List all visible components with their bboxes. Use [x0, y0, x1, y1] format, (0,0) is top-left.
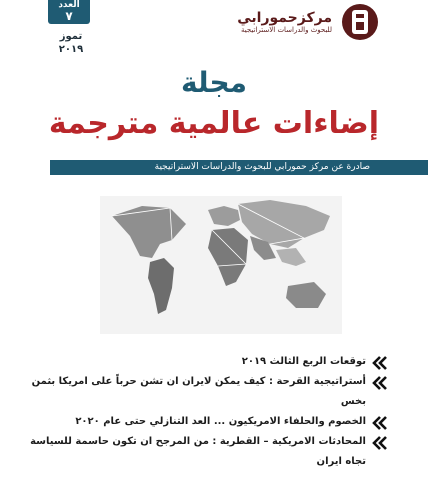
- issue-month: تموز: [59, 31, 83, 42]
- toc-item-text: المحادثات الامريكية – القطرية : من المرجح ان تكون حاسمة للسياسة تجاه ايران: [30, 436, 366, 467]
- center-logo: [200, 0, 380, 44]
- issue-date: [54, 30, 88, 56]
- toc-item-text: توقعات الربع الثالث ٢٠١٩: [241, 356, 366, 367]
- issue-badge: [48, 0, 90, 24]
- toc-item-text: أستراتيجية القرحة : كيف يمكن لايران ان تشن حرباً على امريكا بثمن بخس: [31, 376, 366, 407]
- toc-item: [30, 412, 388, 432]
- toc-item: [30, 432, 388, 472]
- double-chevron-icon: [370, 356, 388, 370]
- logo-name: مركزحمورابي: [237, 10, 332, 26]
- logo-subtitle: للبحوث والدراسات الاستراتيجية: [241, 26, 332, 34]
- issue-year: ٢٠١٩: [58, 44, 84, 55]
- contents-list: [30, 352, 388, 472]
- world-map-icon: [100, 196, 342, 334]
- toc-item-text: الخصوم والحلفاء الامريكيون ... العد التنازلي حتى عام ٢٠٢٠: [75, 416, 366, 427]
- double-chevron-icon: [370, 376, 388, 390]
- toc-item: [30, 372, 388, 412]
- double-chevron-icon: [370, 436, 388, 450]
- magazine-label: مجلة: [181, 66, 247, 99]
- magazine-title: إضاءات عالمية مترجمة: [48, 106, 380, 141]
- toc-item: [30, 352, 388, 372]
- double-chevron-icon: [370, 416, 388, 430]
- issue-label: العدد: [58, 0, 80, 10]
- publisher-band: صادرة عن مركز حمورابي للبحوث والدراسات الاستراتيجية: [50, 160, 428, 175]
- issue-number: ٧: [65, 9, 73, 23]
- emblem-icon: [338, 0, 380, 44]
